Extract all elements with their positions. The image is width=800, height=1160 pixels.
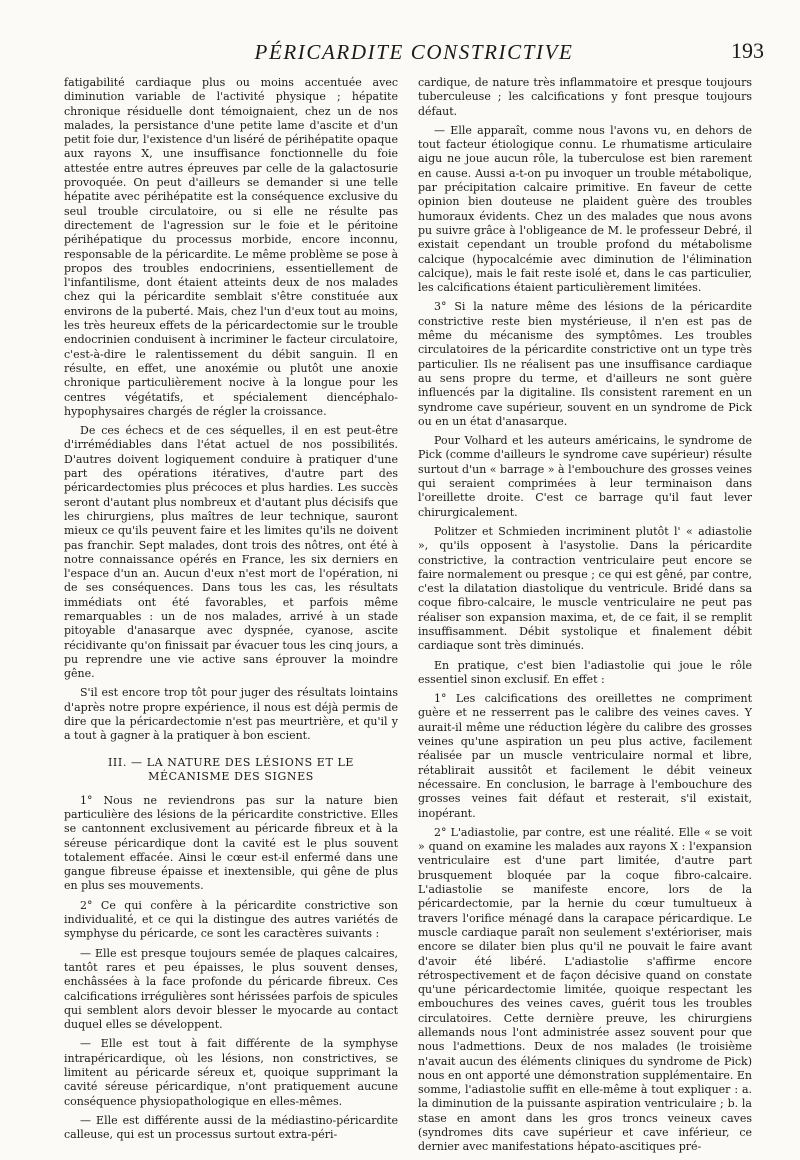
right-column	[418, 76, 752, 1160]
paragraph: 2° Ce qui confère à la péricardite constrictive son individualité, et ce qui la distingue des autres variétés de symphyse du péricarde, ce sont les caractères suivants :	[64, 898, 398, 941]
page-header	[64, 40, 764, 70]
section-heading: III. — LA NATURE DES LÉSIONS ET LE MÉCANISME DES SIGNES	[107, 755, 355, 783]
paragraph: Pour Volhard et les auteurs américains, le syndrome de Pick (comme d'ailleurs le syndrome cave supérieur) résulte surtout d'un « barrage » à l'embouchure des grosses veines qui seraient comprimées à leur terminaison dans l'oreillette droite. C'est ce barrage qu'il faut lever chirurgicalement.	[418, 434, 752, 519]
running-title: PÉRICARDITE CONSTRICTIVE	[254, 40, 574, 64]
page-number: 193	[731, 38, 764, 63]
paragraph: 2° L'adiastolie, par contre, est une réalité. Elle « se voit » quand on examine les malades aux rayons X : l'expansion ventriculaire est d'une part limitée, d'autre part brusquement bloquée par la coque fibro-calcaire. L'adiastolie se manifeste encore, lors de la péricardectomie, par la hernie du cœur tumultueux à travers l'orifice ménagé dans la carapace péricardique. Le muscle cardiaque paraît non seulement s'extérioriser, mais encore se dilater bien plus qu'il ne pouvait le faire avant d'avoir été libéré. L'adiastolie s'affirme encore rétrospectivement et de façon décisive quand on constate qu'une péricardectomie limitée, quoique respectant les embouchures des veines caves, guérit tous les troubles circulatoires. Cette dernière preuve, les chirurgiens allemands nous l'ont administrée assez souvent pour que nous l'admettions. Deux de nos malades (le troisième n'avait aucun des éléments cliniques du syndrome de Pick) nous en ont apporté une démonstration supplémentaire. En somme, l'adiastolie suffit en elle-même à tout expliquer : a. la diminution de la puissante aspiration ventriculaire ; b. la stase en amont dans les gros troncs veineux caves (syndromes dits cave supérieur et cave inférieur, ce dernier avec manifestations hépato-ascitiques pré-	[418, 825, 752, 1154]
paragraph: — Elle est tout à fait différente de la symphyse intrapéricardique, où les lésions, non constrictives, se limitent au péricarde séreux et, quoique supprimant la cavité séreuse péricardique, n'ont pratiquement aucune conséquence physiopathologique en elles-mêmes.	[64, 1037, 398, 1108]
paragraph: cardique, de nature très inflammatoire et presque toujours tuberculeuse ; les calcifications y font presque toujours défaut.	[418, 76, 752, 118]
paragraph: — Elle apparaît, comme nous l'avons vu, en dehors de tout facteur étiologique connu. Le rhumatisme articulaire aigu ne joue aucun rôle, la tuberculose est bien rarement en cause. Aussi a-t-on pu invoquer un trouble métabolique, par précipitation calcaire primitive. En faveur de cette opinion bien douteuse ne plaident guère des troubles humoraux évidents. Chez un des malades que nous avons pu suivre grâce à l'obligeance de M. le professeur Debré, il existait cependant un trouble profond du métabolisme calcique (hypocalcémie avec diminution de l'élimination calcique), mais le fait reste isolé et, dans le cas particulier, les calcifications étaient particulièrement limitées.	[418, 123, 752, 295]
paragraph: 1° Les calcifications des oreillettes ne compriment guère et ne resserrent pas le calibre des veines caves. Y aurait-il même une réduction légère du calibre des grosses veines qu'une aspiration un peu plus active, facilement réalisée par un muscle ventriculaire normal et libre, rétablirait aussitôt et facilement le débit veineux nécessaire. En conclusion, le barrage à l'embouchure des grosses veines fait défaut et resterait, s'il existait, inopérant.	[418, 692, 752, 820]
paragraph: — Elle est presque toujours semée de plaques calcaires, tantôt rares et peu épaisses, le plus souvent denses, enchâssées à la face profonde du péricarde fibreux. Ces calcifications irrégulières sont hérissées parfois de spicules qui semblent alors devoir blesser le myocarde au contact duquel elles se développent.	[64, 946, 398, 1032]
paragraph: De ces échecs et de ces séquelles, il en est peut-être d'irrémédiables dans l'état actuel de nos possibilités. D'autres doivent logiquement conduire à pratiquer d'une part des opérations itératives, d'autre part des péricardectomies plus précoces et plus hardies. Les succès seront d'autant plus nombreux et d'autant plus décisifs que les chirurgiens, plus maîtres de leur technique, sauront mieux ce qu'ils peuvent faire et les limites qu'ils ne doivent pas franchir. Sept malades, dont trois des nôtres, ont été à notre connaissance opérés en France, les six derniers en l'espace d'un an. Aucun d'eux n'est mort de l'opération, ni de ses conséquences. Dans tous les cas, les résultats immédiats ont été favorables, et parfois même remarquables : un de nos malades, arrivé à un stade pitoyable d'anasarque avec dyspnée, cyanose, ascite récidivante qu'on finissait par évacuer tous les cinq jours, a pu reprendre une vie active sans éprouver la moindre gêne.	[64, 424, 398, 681]
paragraph: — Elle est différente aussi de la médiastino-péricardite calleuse, qui est un processus surtout extra-péri-	[64, 1113, 398, 1142]
paragraph: S'il est encore trop tôt pour juger des résultats lointains d'après notre propre expérience, il nous est déjà permis de dire que la péricardectomie n'est pas meurtrière, et qu'il y a tout à gagner à la pratiquer à bon escient.	[64, 686, 398, 743]
paragraph: 3° Si la nature même des lésions de la péricardite constrictive reste bien mystérieuse, il n'en est pas de même du mécanisme des symptômes. Les troubles circulatoires de la péricardite constrictive ont un type très particulier. Ils ne réalisent pas une insuffisance cardiaque au sens propre du terme, et d'ailleurs ne sont guère influencés par la digitaline. Ils consistent rarement en un syndrome cave supérieur, souvent en un syndrome de Pick ou en un état d'anasarque.	[418, 300, 752, 428]
paragraph: Politzer et Schmieden incriminent plutôt l' « adiastolie », qu'ils opposent à l'asystolie. Dans la péricardite constrictive, la contraction ventriculaire peut encore se faire normalement ou presque ; ce qui est gêné, par contre, c'est la dilatation diastolique du ventricule. Bridé dans sa coque fibro-calcaire, le muscle ventriculaire ne peut pas réaliser son expansion maxima, et, de ce fait, il se remplit insuffisamment. Débit systolique et finalement débit cardiaque sont très diminués.	[418, 524, 752, 653]
paragraph: En pratique, c'est bien l'adiastolie qui joue le rôle essentiel sinon exclusif. En effet :	[418, 658, 752, 686]
left-column	[64, 76, 398, 1147]
paragraph: fatigabilité cardiaque plus ou moins accentuée avec diminution variable de l'activité physique ; hépatite chronique résiduelle dont témoignaient, chez un de nos malades, la persistance d'une petite lame d'ascite et d'un petit foie dur, l'existence d'un liséré de périhépatite opaque aux rayons X, une insuffisance fonctionnelle du foie attestée entre autres épreuves par celle de la galactosurie provoquée. On peut d'ailleurs se demander si une telle hépatite avec périhépatite est la conséquence exclusive du seul trouble circulatoire, ou si elle ne résulte pas directement de l'agression sur le foie et le péritoine périhépatique du processus morbide, encore inconnu, responsable de la péricardite. Le même problème se pose à propos des troubles endocriniens, essentiellement de l'infantilisme, dont étaient atteints deux de nos malades chez qui la péricardite semblait s'être constituée aux environs de la puberté. Mais, chez l'un d'eux tout au moins, les très heureux effets de la péricardectomie sur le trouble endocrinien conduisent à incriminer le facteur circulatoire, c'est-à-dire le ralentissement du débit sanguin. Il en résulte, en effet, une anoxémie ou plutôt une anoxie chronique particulièrement nocive à la longue pour les centres végétatifs, et spécialement diencéphalo-hypophysaires chargés de régler la croissance.	[64, 76, 398, 418]
paragraph: 1° Nous ne reviendrons pas sur la nature bien particulière des lésions de la péricardite constrictive. Elles se cantonnent exclusivement au péricarde fibreux et à la séreuse péricardique dont la cavité est le plus souvent totalement effacée. Ainsi le cœur est-il enfermé dans une gangue fibreuse épaisse et inextensible, qui gêne de plus en plus ses mouvements.	[64, 793, 398, 893]
